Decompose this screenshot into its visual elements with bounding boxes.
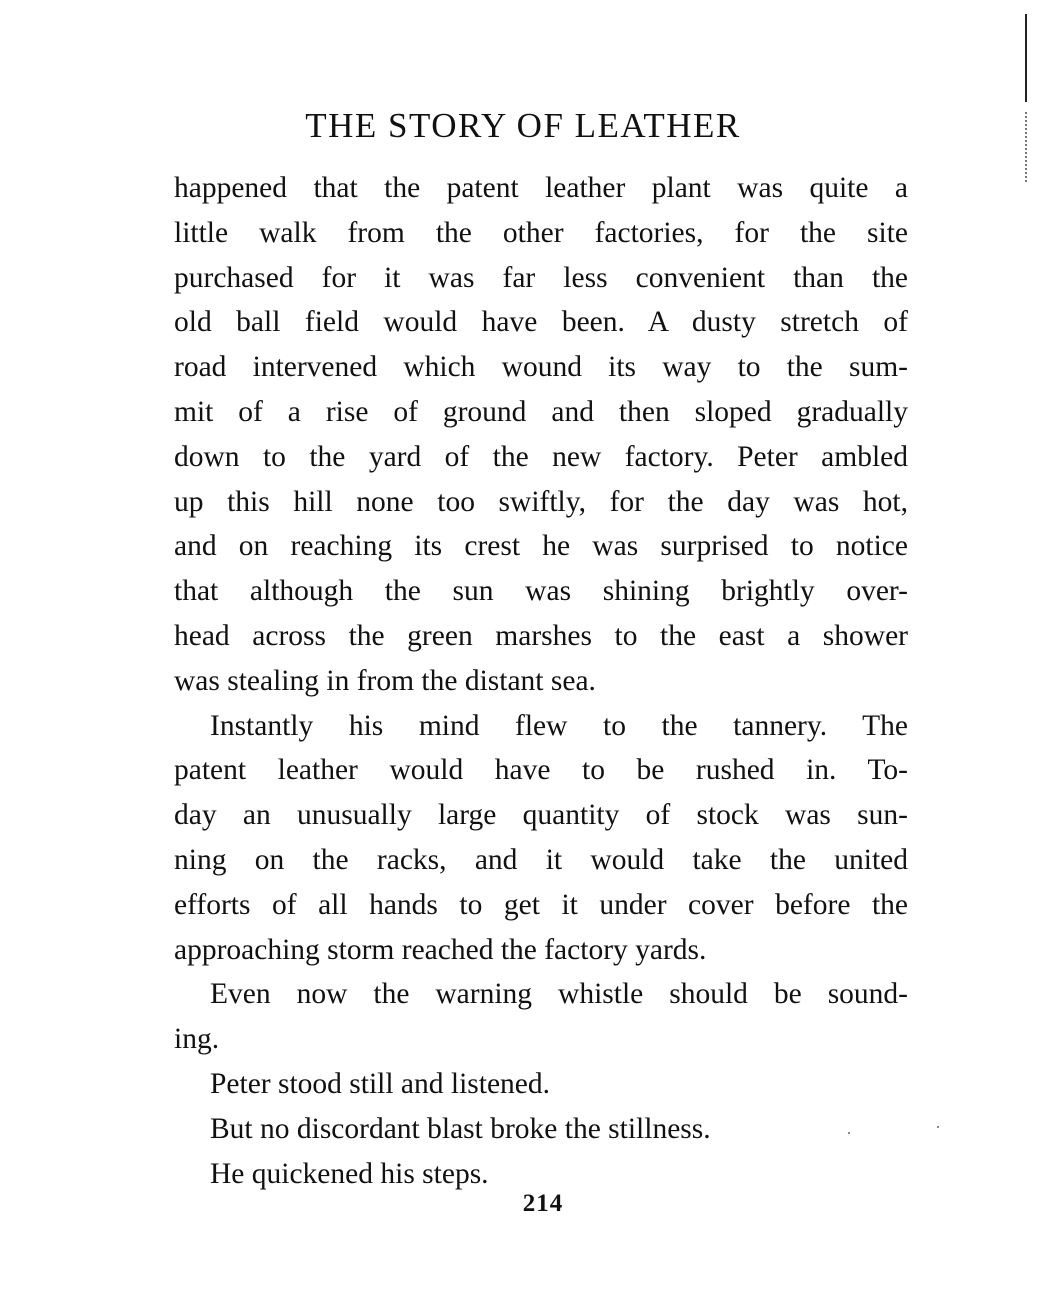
text-line: old ball field would have been. A dusty stretch of: [174, 306, 908, 339]
running-head: THE STORY OF LEATHER: [305, 106, 741, 145]
text-line: Even now the warning whistle should be sound-: [210, 978, 908, 1011]
text-line: up this hill none too swiftly, for the day was hot,: [174, 485, 908, 518]
text-line: But no discordant blast broke the stillness.: [210, 1112, 711, 1145]
scan-speck: [937, 1126, 939, 1128]
text-line: He quickened his steps.: [210, 1157, 489, 1190]
text-line: Peter stood still and listened.: [210, 1067, 551, 1100]
text-line: and on reaching its crest he was surprised to notice: [174, 530, 908, 563]
text-line: purchased for it was far less convenient than the: [174, 261, 908, 294]
text-line: down to the yard of the new factory. Peter ambled: [174, 440, 908, 473]
text-line: ing.: [174, 1023, 220, 1056]
text-line: mit of a rise of ground and then sloped gradually: [174, 395, 908, 428]
text-line: little walk from the other factories, for the site: [174, 216, 908, 249]
body-text: [174, 166, 908, 1196]
text-line: patent leather would have to be rushed in. To-: [174, 754, 908, 787]
text-line: day an unusually large quantity of stock was sun-: [174, 799, 908, 832]
text-line: head across the green marshes to the east a shower: [174, 619, 908, 652]
text-line: approaching storm reached the factory yards.: [174, 933, 707, 966]
page-number: 214: [522, 1190, 564, 1217]
text-line: Instantly his mind flew to the tannery. The: [210, 709, 908, 742]
text-line: ning on the racks, and it would take the united: [174, 843, 908, 876]
scan-edge-line: [1025, 14, 1027, 102]
text-line: happened that the patent leather plant was quite a: [174, 172, 908, 204]
text-line: that although the sun was shining brightly over-: [174, 575, 908, 608]
text-line: was stealing in from the distant sea.: [174, 664, 596, 697]
text-line: efforts of all hands to get it under cover before the: [174, 888, 908, 921]
text-line: road intervened which wound its way to the sum-: [174, 351, 908, 384]
